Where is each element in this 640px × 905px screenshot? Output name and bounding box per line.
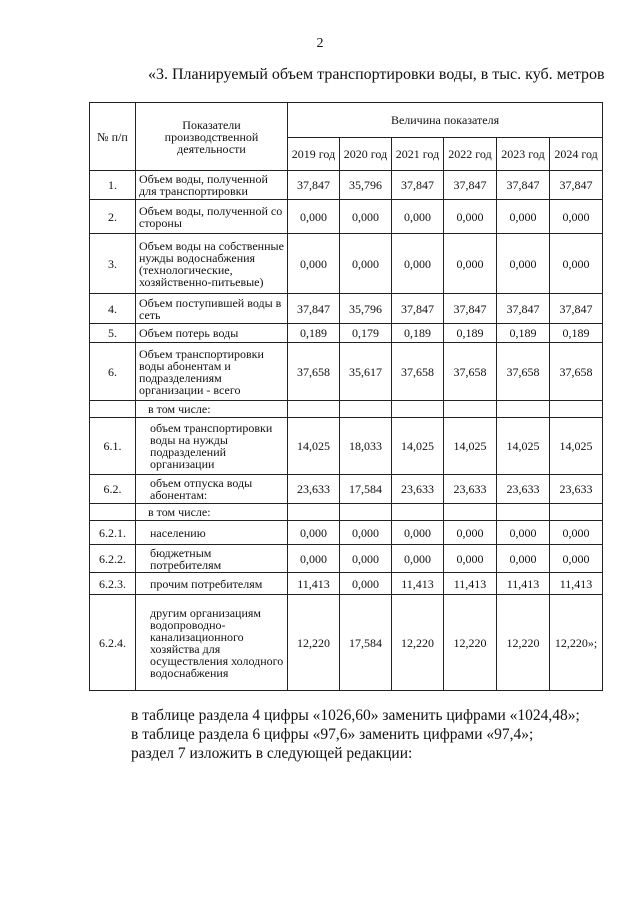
row-value: 37,847 <box>444 171 497 200</box>
row-value: 14,025 <box>288 418 340 475</box>
row-value: 14,025 <box>392 418 444 475</box>
row-number: 3. <box>90 234 136 294</box>
row-value: 17,584 <box>340 595 392 691</box>
row-value: 0,000 <box>392 521 444 545</box>
row-label: бюджетным потребителям <box>136 545 288 573</box>
row-value: 23,633 <box>288 475 340 504</box>
row-value <box>497 401 550 418</box>
row-value: 37,847 <box>497 294 550 324</box>
row-value: 12,220 <box>288 595 340 691</box>
row-value <box>288 504 340 521</box>
row-value <box>340 504 392 521</box>
row-value <box>550 504 603 521</box>
row-label: Объем воды на собственные нужды водоснабжения (технологические, хозяйственно-питьевые) <box>136 234 288 294</box>
row-label: объем отпуска воды абонентам: <box>136 475 288 504</box>
row-value: 37,847 <box>444 294 497 324</box>
row-value: 0,000 <box>444 521 497 545</box>
row-value: 37,847 <box>392 294 444 324</box>
table-row <box>90 521 603 545</box>
row-value <box>288 401 340 418</box>
header-year: 2022 год <box>444 138 497 171</box>
row-value: 37,658 <box>392 343 444 401</box>
footer-line: в таблице раздела 4 цифры «1026,60» заменить цифрами «1024,48»; <box>131 707 580 724</box>
row-value <box>340 401 392 418</box>
row-value: 0,000 <box>340 200 392 234</box>
row-value <box>550 401 603 418</box>
row-value: 0,000 <box>340 234 392 294</box>
table-row <box>90 171 603 200</box>
header-year: 2020 год <box>340 138 392 171</box>
row-value: 14,025 <box>497 418 550 475</box>
row-value: 0,000 <box>288 200 340 234</box>
row-label: Объем поступившей воды в сеть <box>136 294 288 324</box>
row-value: 0,000 <box>444 200 497 234</box>
row-value: 35,796 <box>340 171 392 200</box>
table-row <box>90 475 603 504</box>
row-number: 5. <box>90 324 136 343</box>
row-value: 37,847 <box>550 171 603 200</box>
row-value: 11,413 <box>444 573 497 595</box>
row-value: 0,000 <box>340 573 392 595</box>
row-value: 12,220 <box>444 595 497 691</box>
row-value: 37,847 <box>497 171 550 200</box>
row-value: 35,796 <box>340 294 392 324</box>
row-value: 0,000 <box>444 545 497 573</box>
row-value: 18,033 <box>340 418 392 475</box>
row-label: Объем воды, полученной для транспортировки <box>136 171 288 200</box>
row-value: 37,658 <box>550 343 603 401</box>
table-row <box>90 343 603 401</box>
row-value: 0,000 <box>392 200 444 234</box>
row-value: 23,633 <box>392 475 444 504</box>
row-value: 17,584 <box>340 475 392 504</box>
row-number: 6.1. <box>90 418 136 475</box>
table-row <box>90 418 603 475</box>
table-row <box>90 200 603 234</box>
row-label: Объем транспортировки воды абонентам и подразделениям организации - всего <box>136 343 288 401</box>
row-value: 0,000 <box>288 234 340 294</box>
row-label: в том числе: <box>136 401 288 418</box>
row-value: 0,000 <box>550 200 603 234</box>
row-value: 12,220 <box>392 595 444 691</box>
row-value: 37,847 <box>392 171 444 200</box>
row-value: 0,189 <box>392 324 444 343</box>
table-row <box>90 504 603 521</box>
table-row <box>90 573 603 595</box>
row-value: 0,179 <box>340 324 392 343</box>
row-value: 37,847 <box>288 171 340 200</box>
row-value <box>444 401 497 418</box>
row-label: Объем потерь воды <box>136 324 288 343</box>
row-value: 12,220 <box>497 595 550 691</box>
table-row <box>90 234 603 294</box>
table-row <box>90 545 603 573</box>
row-value: 23,633 <box>444 475 497 504</box>
row-value: 11,413 <box>288 573 340 595</box>
row-label: населению <box>136 521 288 545</box>
table-row <box>90 595 603 691</box>
row-value <box>497 504 550 521</box>
row-value: 0,000 <box>497 521 550 545</box>
row-value: 37,658 <box>444 343 497 401</box>
row-value: 0,189 <box>444 324 497 343</box>
row-value: 11,413 <box>550 573 603 595</box>
row-value <box>392 504 444 521</box>
row-value: 0,189 <box>497 324 550 343</box>
row-value: 0,000 <box>550 521 603 545</box>
row-number: 6. <box>90 343 136 401</box>
row-value: 0,000 <box>550 545 603 573</box>
row-value: 0,000 <box>497 234 550 294</box>
row-number: 1. <box>90 171 136 200</box>
row-number: 2. <box>90 200 136 234</box>
row-value: 0,000 <box>340 545 392 573</box>
row-value <box>444 504 497 521</box>
row-value: 37,658 <box>288 343 340 401</box>
table-row <box>90 401 603 418</box>
row-value: 0,000 <box>444 234 497 294</box>
footer-line: в таблице раздела 6 цифры «97,6» заменить цифрами «97,4»; <box>131 726 534 743</box>
row-value: 37,847 <box>288 294 340 324</box>
table-row <box>90 294 603 324</box>
row-label: объем транспортировки воды на нужды подразделений организации <box>136 418 288 475</box>
header-year: 2019 год <box>288 138 340 171</box>
row-number: 6.2.1. <box>90 521 136 545</box>
header-year: 2024 год <box>550 138 603 171</box>
row-value: 14,025 <box>444 418 497 475</box>
row-value: 0,000 <box>497 200 550 234</box>
row-number: 6.2.3. <box>90 573 136 595</box>
row-label: прочим потребителям <box>136 573 288 595</box>
row-value: 37,658 <box>497 343 550 401</box>
row-value: 35,617 <box>340 343 392 401</box>
row-label: в том числе: <box>136 504 288 521</box>
row-number: 6.2. <box>90 475 136 504</box>
row-value: 0,000 <box>392 545 444 573</box>
row-number <box>90 504 136 521</box>
footer-line: раздел 7 изложить в следующей редакции: <box>131 745 413 762</box>
row-number: 6.2.2. <box>90 545 136 573</box>
row-label: другим организациям водопроводно-канализационного хозяйства для осуществления холодного водоснабжения <box>136 595 288 691</box>
row-value: 0,000 <box>392 234 444 294</box>
row-value: 14,025 <box>550 418 603 475</box>
header-indicator: Показатели производственной деятельности <box>136 103 288 171</box>
water-transport-table <box>89 102 603 691</box>
row-value: 0,000 <box>288 521 340 545</box>
row-label: Объем воды, полученной со стороны <box>136 200 288 234</box>
row-value: 11,413 <box>497 573 550 595</box>
row-value <box>392 401 444 418</box>
row-value: 0,189 <box>550 324 603 343</box>
row-value: 11,413 <box>392 573 444 595</box>
row-number <box>90 401 136 418</box>
header-year: 2023 год <box>497 138 550 171</box>
section-heading: «3. Планируемый объем транспортировки воды, в тыс. куб. метров <box>148 66 605 83</box>
table-row <box>90 324 603 343</box>
footer-text <box>131 706 580 763</box>
header-num: № п/п <box>90 103 136 171</box>
row-value: 37,847 <box>550 294 603 324</box>
row-value: 0,189 <box>288 324 340 343</box>
row-number: 4. <box>90 294 136 324</box>
row-value: 0,000 <box>288 545 340 573</box>
row-number: 6.2.4. <box>90 595 136 691</box>
header-value: Величина показателя <box>288 103 603 138</box>
page-number: 2 <box>316 36 324 51</box>
row-value: 23,633 <box>550 475 603 504</box>
row-value: 23,633 <box>497 475 550 504</box>
header-year: 2021 год <box>392 138 444 171</box>
row-value: 12,220»; <box>550 595 603 691</box>
row-value: 0,000 <box>550 234 603 294</box>
row-value: 0,000 <box>340 521 392 545</box>
row-value: 0,000 <box>497 545 550 573</box>
